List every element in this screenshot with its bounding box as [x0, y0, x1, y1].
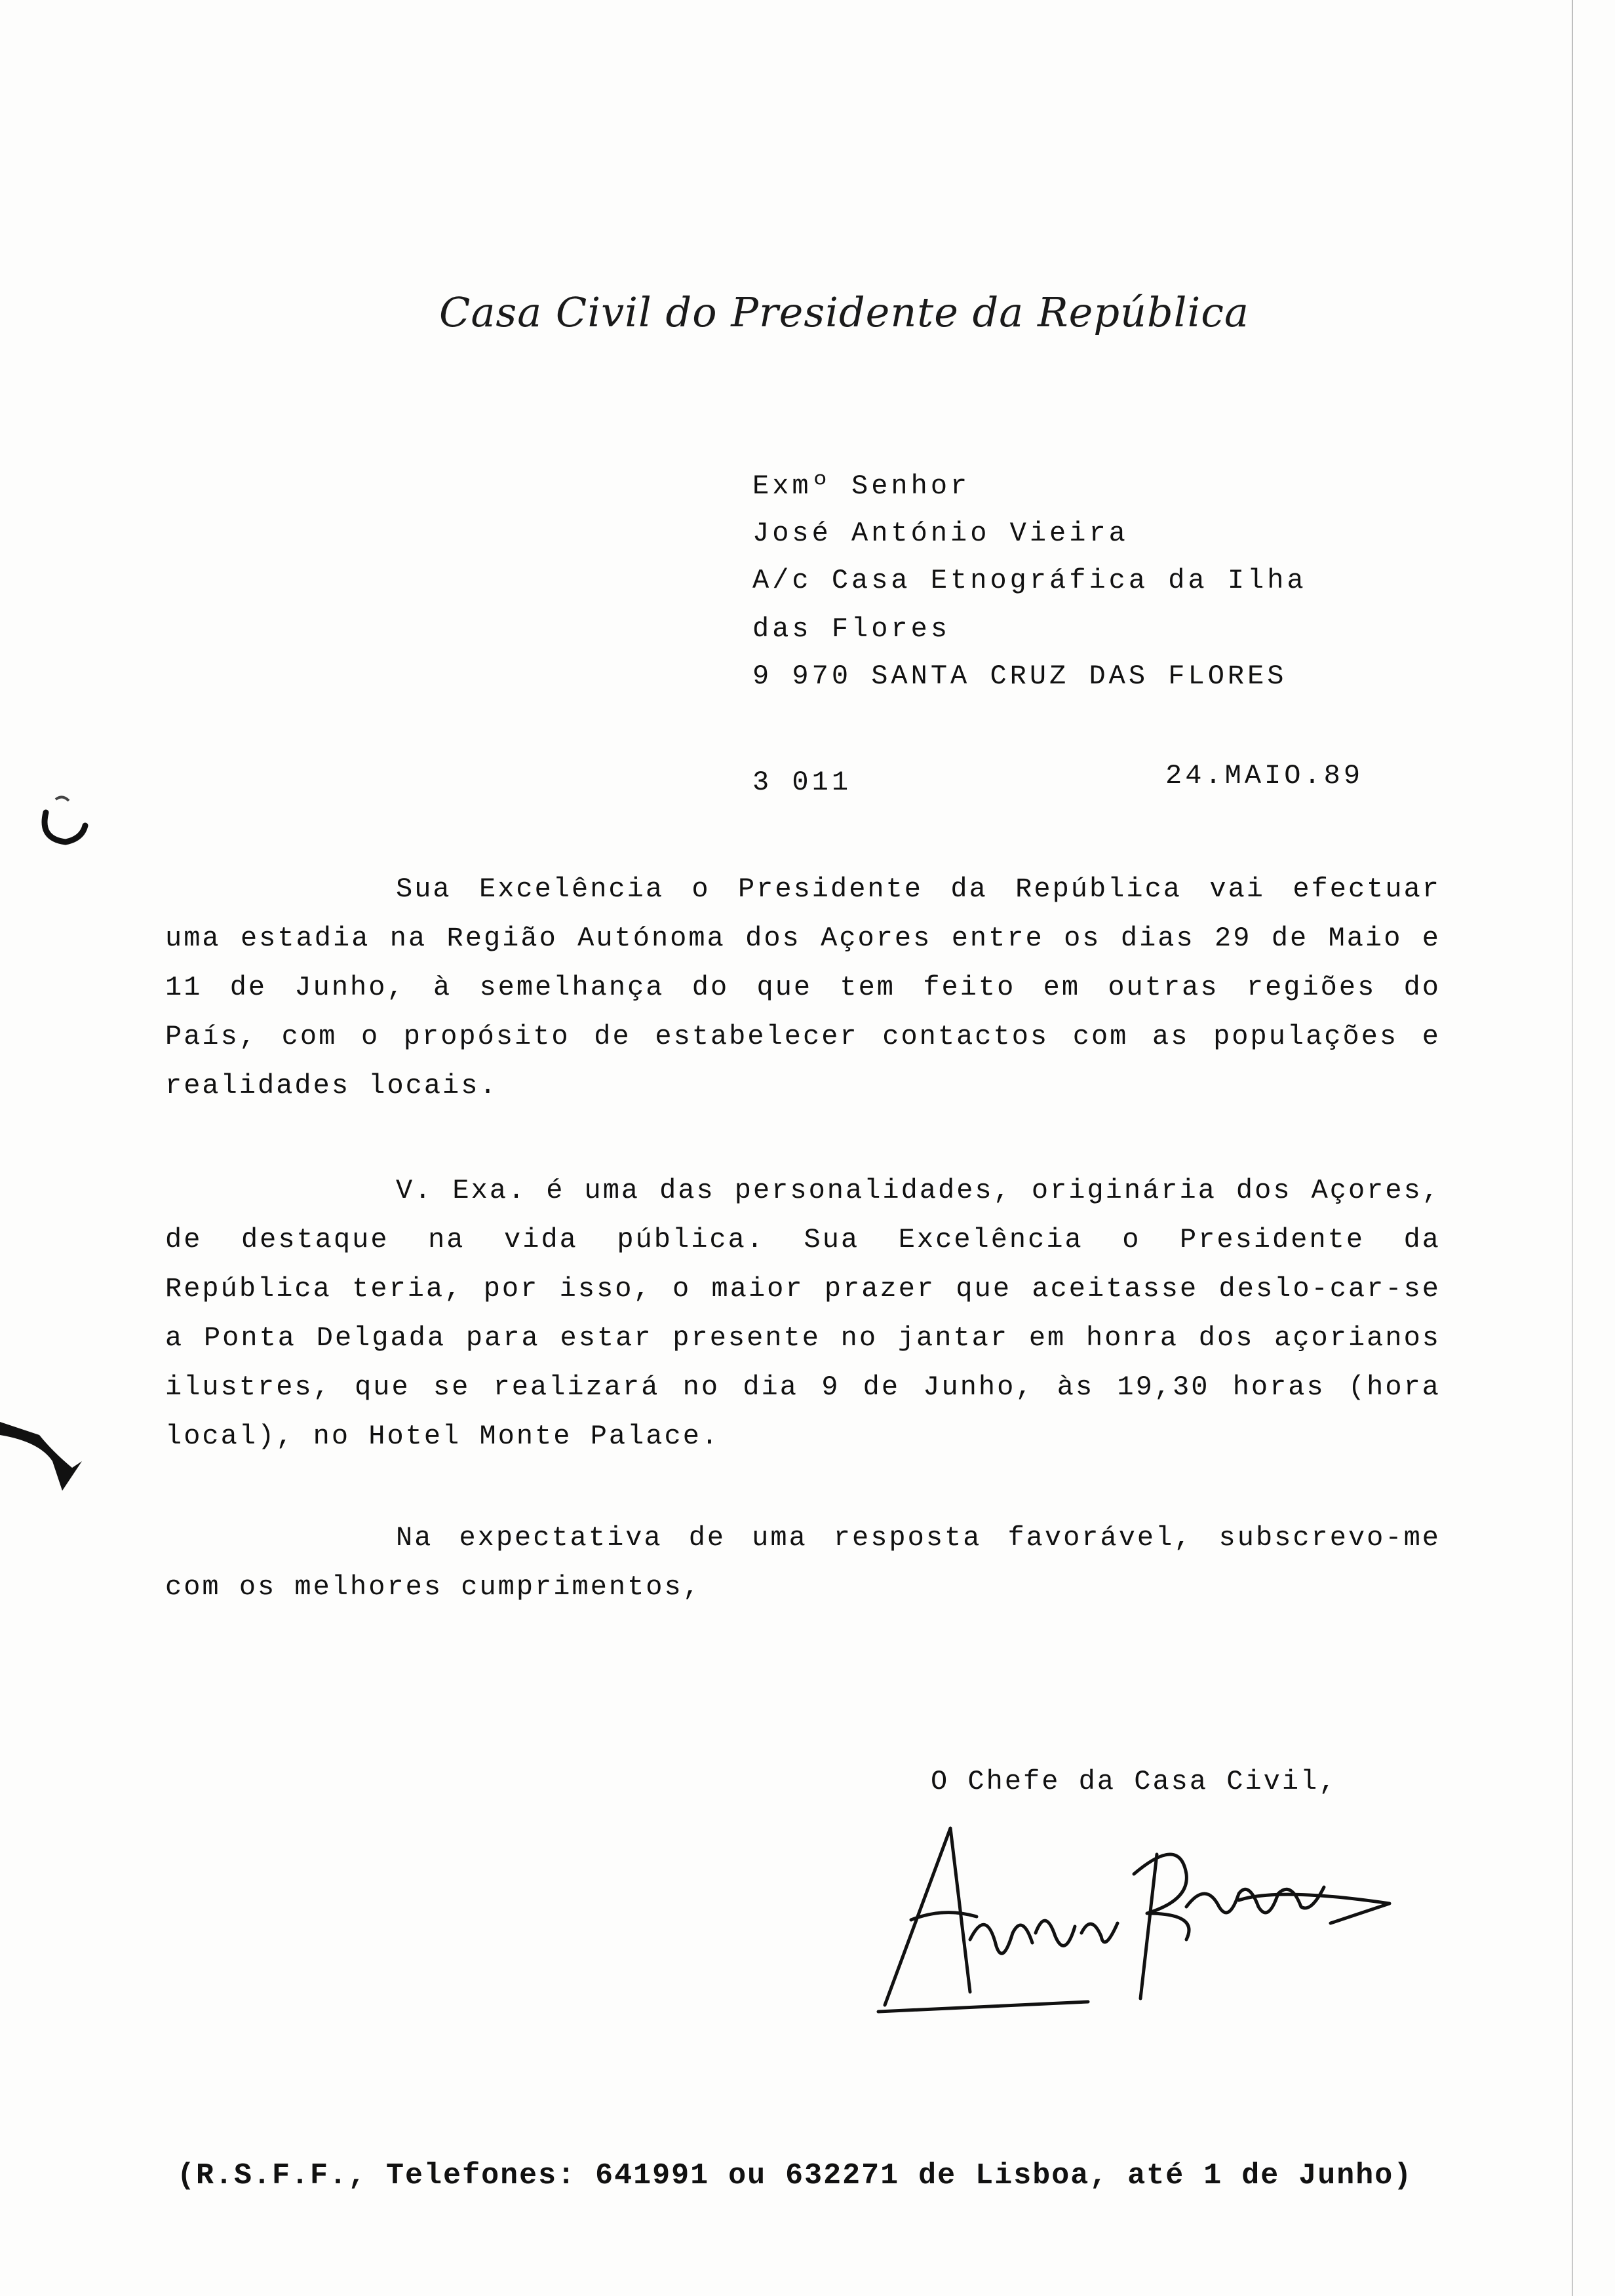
scan-mark-punch	[0, 1415, 98, 1507]
letter-date: 24.MAIO.89	[1165, 760, 1364, 792]
letterhead: Casa Civil do Presidente da República	[439, 288, 1249, 336]
footer-note: (R.S.F.F., Telefones: 641991 ou 632271 de Lisboa, até 1 de Junho)	[177, 2159, 1413, 2192]
recipient-city: 9 970 SANTA CRUZ DAS FLORES	[752, 660, 1287, 692]
paragraph-2: V. Exa. é uma das personalidades, originária dos Açores, de destaque na vida pública. Sua Excelência o Presidente da República teria, por isso, o maior prazer que aceitasse deslo-car-se a Ponta Delgada para estar presente no jantar em honra dos açorianos ilustres, que se realizará no dia 9 de Junho, às 19,30 horas (hora local), no Hotel Monte Palace.	[165, 1175, 1441, 1452]
paragraph-3: Na expectativa de uma resposta favorável, subscrevo-me com os melhores cumprimentos,	[165, 1522, 1441, 1603]
scan-edge-rule	[1572, 0, 1573, 2296]
scan-mark-hole	[26, 786, 98, 858]
recipient-attention: A/c Casa Etnográfica da Ilha	[752, 565, 1307, 596]
reference-number: 3 011	[752, 767, 852, 798]
paragraph-1: Sua Excelência o Presidente da República vai efectuar uma estadia na Região Autónoma dos Açores entre os dias 29 de Maio e 11 de Junho, à semelhança do que tem feito em outras regiões do País, com o propósito de estabelecer contactos com as populações e realidades locais.	[165, 873, 1441, 1101]
recipient-salutation: Exmº Senhor	[752, 470, 971, 502]
closing-title: O Chefe da Casa Civil,	[931, 1766, 1338, 1797]
recipient-attention-cont: das Flores	[752, 613, 951, 645]
signature-image	[872, 1808, 1416, 2025]
recipient-name: José António Vieira	[752, 518, 1129, 549]
